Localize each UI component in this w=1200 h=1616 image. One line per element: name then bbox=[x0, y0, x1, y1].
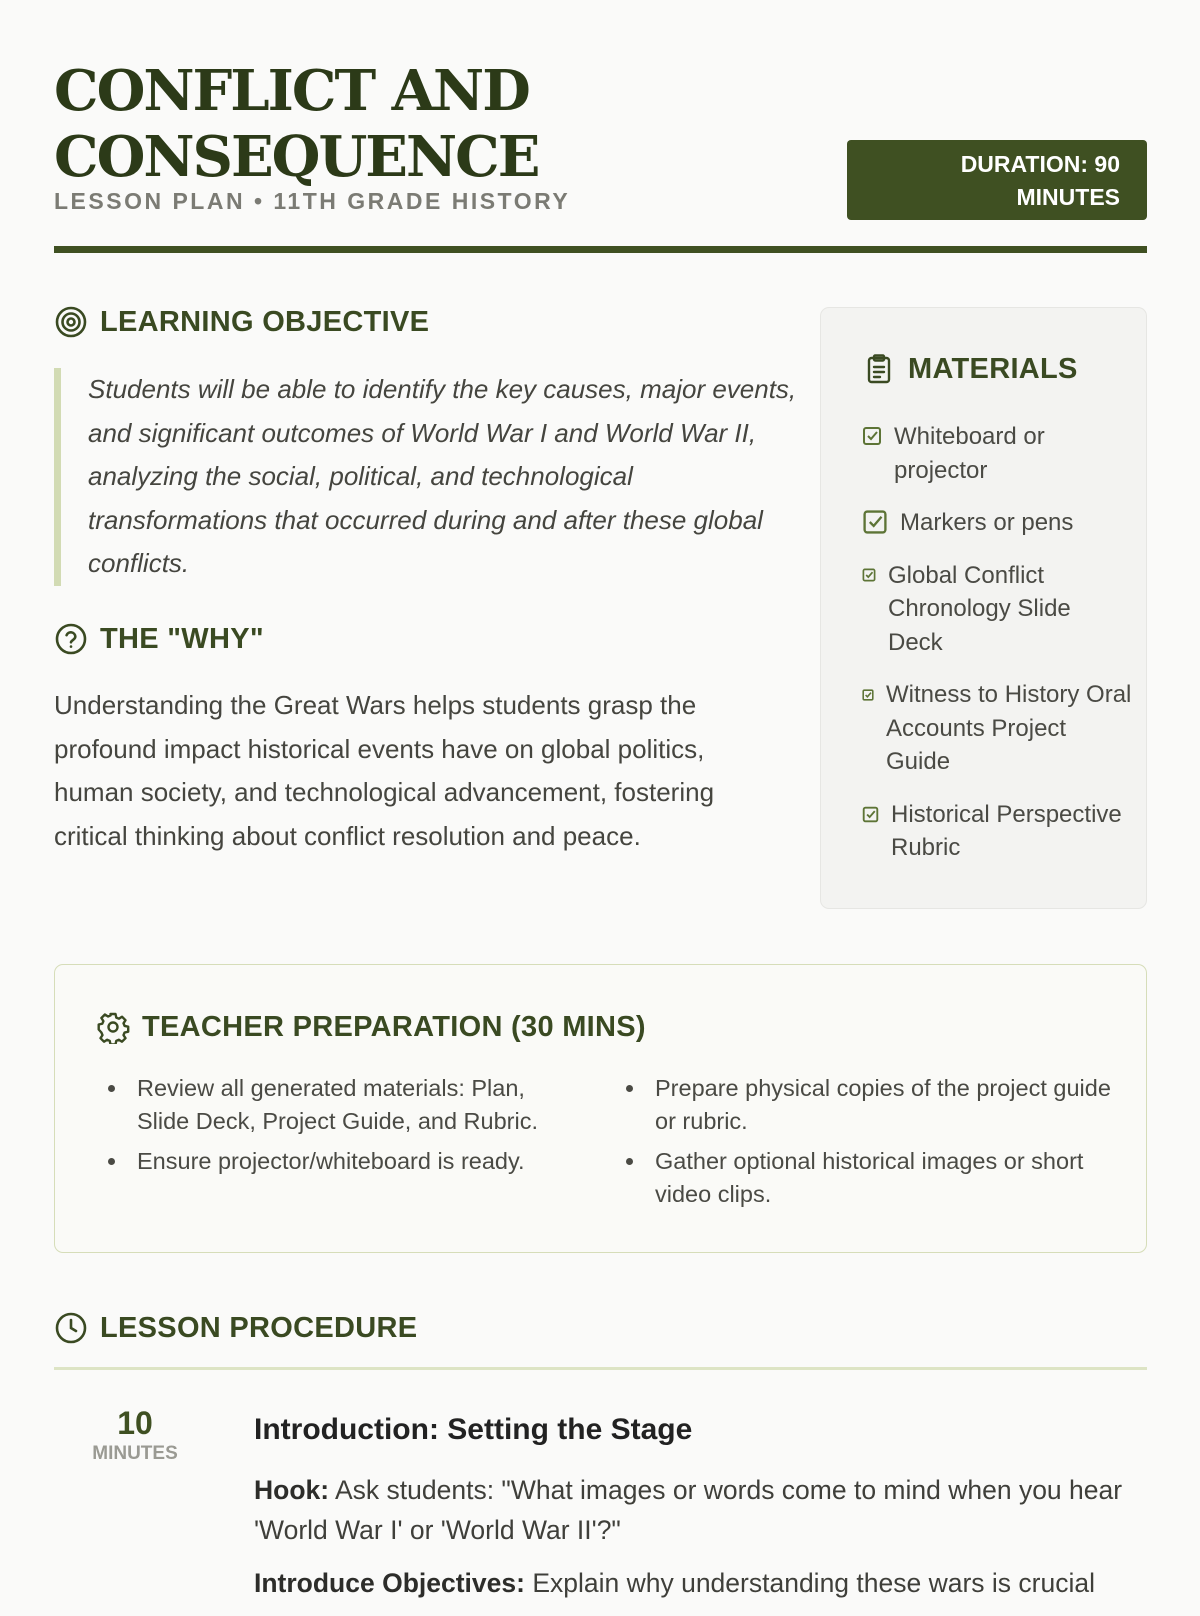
teacher-preparation-panel bbox=[54, 964, 1147, 1253]
learning-objective-label: LEARNING OBJECTIVE bbox=[100, 305, 430, 338]
header-divider bbox=[54, 246, 1147, 253]
material-item bbox=[862, 678, 1132, 779]
material-label: Markers or pens bbox=[900, 509, 1074, 536]
question-circle-icon bbox=[54, 622, 88, 656]
material-label: Witness to History Oral Accounts Project Guide bbox=[886, 681, 1132, 775]
material-label: Historical Perspective Rubric bbox=[891, 800, 1122, 861]
list-item: • Review all generated materials: Plan, Slide Deck, Project Guide, and Rubric. bbox=[129, 1072, 569, 1138]
learning-objective-text: Students will be able to identify the key causes, major events, and significant outcomes of World War I and World War II, analyzing the social, political, and technological transformations that occurred during and after these global conflicts. bbox=[54, 368, 808, 586]
objectives-text: Explain why understanding these wars is crucial bbox=[524, 1568, 1095, 1598]
teacher-preparation-heading bbox=[96, 1010, 646, 1044]
objectives-label: Introduce Objectives: bbox=[254, 1568, 525, 1598]
page-header bbox=[54, 0, 1147, 256]
duration-badge: DURATION: 90 MINUTES bbox=[847, 140, 1147, 220]
checkbox-icon bbox=[862, 689, 874, 701]
list-item: • Ensure projector/whiteboard is ready. bbox=[129, 1145, 569, 1178]
gear-icon bbox=[96, 1010, 130, 1044]
material-item bbox=[862, 559, 1132, 660]
step-minutes-unit: MINUTES bbox=[92, 1443, 178, 1464]
target-icon bbox=[54, 305, 88, 339]
checkbox-icon bbox=[862, 568, 876, 582]
materials-label: MATERIALS bbox=[908, 352, 1078, 385]
material-label: Global Conflict Chronology Slide Deck bbox=[888, 561, 1071, 656]
hook-label: Hook: bbox=[254, 1475, 330, 1505]
step-title: Introduction: Setting the Stage bbox=[254, 1413, 693, 1446]
page-title: CONFLICT AND CONSEQUENCE bbox=[54, 58, 539, 190]
lesson-procedure-heading bbox=[54, 1311, 417, 1345]
step-objectives bbox=[254, 1563, 1147, 1603]
prep-list-left bbox=[109, 1072, 569, 1185]
list-item: • Prepare physical copies of the project guide or rubric. bbox=[647, 1072, 1127, 1138]
checkbox-icon bbox=[862, 509, 888, 535]
step-body bbox=[254, 1470, 1147, 1616]
why-label: THE "WHY" bbox=[100, 622, 264, 655]
procedure-divider bbox=[54, 1367, 1147, 1370]
lesson-plan-page bbox=[54, 0, 1147, 1598]
learning-objective-heading bbox=[54, 305, 429, 339]
page-subtitle: LESSON PLAN • 11TH GRADE HISTORY bbox=[54, 188, 571, 214]
why-text: Understanding the Great Wars helps students grasp the profound impact historical events have on global politics, human society, and technological advancement, fostering critical thinking about conflict resolution and peace. bbox=[54, 690, 715, 851]
materials-list bbox=[862, 420, 1132, 884]
list-item: • Gather optional historical images or short video clips. bbox=[647, 1145, 1127, 1211]
clock-icon bbox=[54, 1311, 88, 1345]
lesson-procedure-label: LESSON PROCEDURE bbox=[100, 1311, 418, 1344]
step-minutes: 10 bbox=[117, 1405, 153, 1441]
prep-list-right bbox=[627, 1072, 1127, 1218]
step-hook bbox=[254, 1470, 1147, 1550]
material-item bbox=[862, 506, 1132, 540]
material-label: Whiteboard or projector bbox=[894, 423, 1045, 484]
teacher-preparation-label: TEACHER PREPARATION (30 MINS) bbox=[142, 1010, 646, 1043]
why-heading bbox=[54, 622, 264, 656]
material-item bbox=[862, 420, 1132, 487]
materials-heading bbox=[862, 352, 1078, 386]
material-item bbox=[862, 798, 1132, 865]
checkbox-icon bbox=[862, 426, 882, 446]
checkbox-icon bbox=[862, 806, 879, 823]
clipboard-icon bbox=[862, 352, 896, 386]
hook-text: Ask students: "What images or words come to mind when you hear 'World War I' or 'World War II'?" bbox=[254, 1475, 1123, 1545]
step-duration bbox=[91, 1405, 179, 1465]
